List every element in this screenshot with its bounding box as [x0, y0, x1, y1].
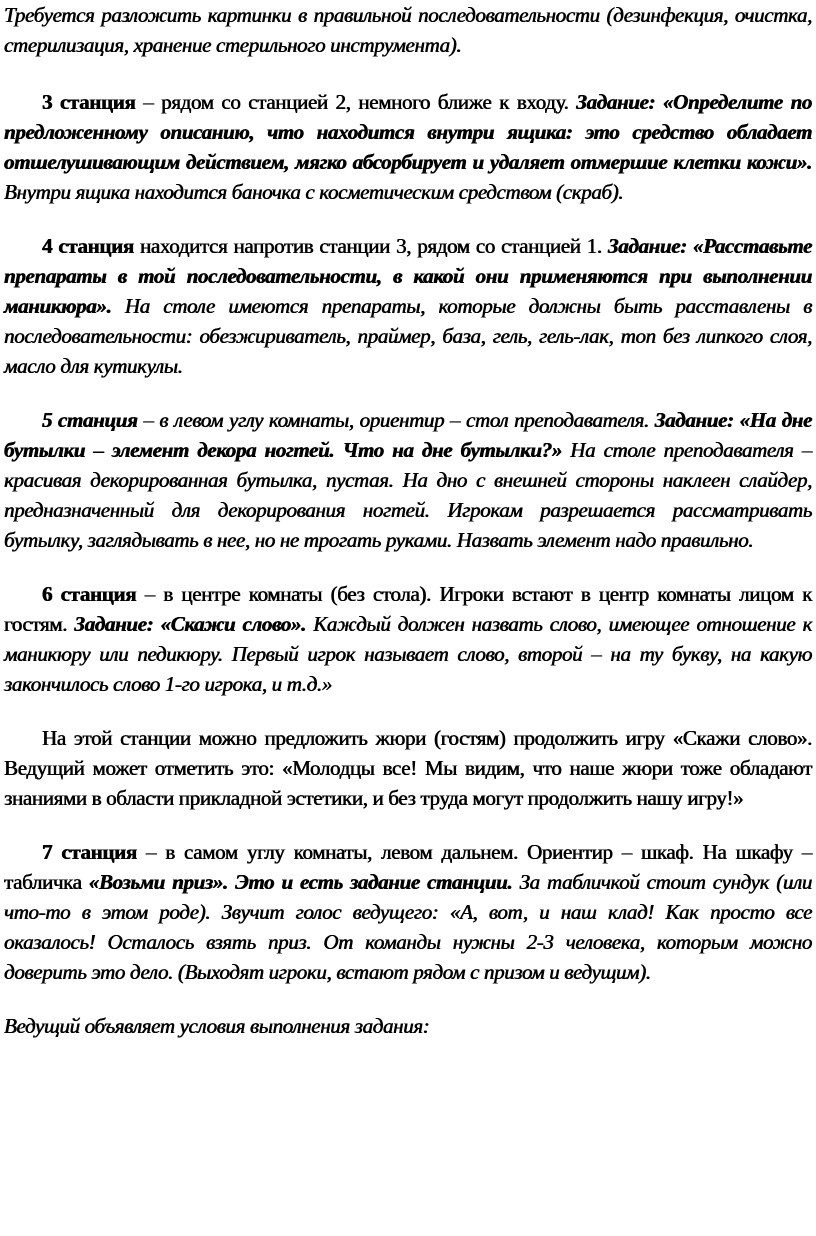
paragraph-station-5	[4, 405, 812, 555]
task-text: Задание: «Скажи слово».	[74, 612, 306, 636]
text-run: – рядом со станцией 2, немного ближе к входу.	[135, 90, 577, 114]
paragraph-station-6-note	[4, 723, 812, 813]
text-run: – в самом углу комнаты, левом дальнем. Ориентир – шкаф. На шкафу – табличка	[4, 840, 812, 894]
text-run: За табличкой стоит сундук (или что-то в этом роде). Звучит голос ведущего: «А, вот, и наш клад! Как просто все оказалось! Осталось взять приз. От команды нужны 2-3 человека, которым можно доверить это дело. (Выходят игроки, встают рядом с призом и ведущим).	[4, 870, 812, 984]
task-text: Задание: «Расставьте препараты в той последовательности, в какой они применяются при выполнении маникюра».	[4, 234, 812, 318]
paragraph-station-6	[4, 579, 812, 699]
paragraph-station-7	[4, 837, 812, 987]
text-run: На столе имеются препараты, которые должны быть расставлены в последовательности: обезжириватель, праймер, база, гель, гель-лак, топ без липкого слоя, масло для кутикулы.	[4, 294, 812, 378]
task-text: Задание: «Определите по предложенному описанию, что находится внутри ящика: это средство обладает отшелушивающим действием, мягко абсорбирует и удаляет отмершие клетки кожи».	[4, 90, 813, 174]
text-run: Внутри ящика находится баночка с косметическим средством (скраб).	[4, 180, 624, 204]
text-run: На этой станции можно предложить жюри (гостям) продолжить игру «Скажи слово». Ведущий может отметить это: «Молодцы все! Мы видим, что наше жюри тоже обладают знаниями в области прикладной эстетики, и без труда могут продолжить нашу игру!»	[4, 726, 812, 810]
text-run: Каждый должен назвать слово, имеющее отношение к маникюру или педикюру. Первый игрок называет слово, второй – на ту букву, на какую закончилось слово 1-го игрока, и т.д.»	[4, 612, 813, 696]
station-heading: 7 станция	[42, 840, 137, 864]
station-heading: 5 станция	[42, 408, 138, 432]
paragraph-intro	[4, 0, 812, 60]
station-heading: 6 станция	[42, 582, 137, 606]
task-text: «Возьми приз». Это и есть задание станции.	[88, 870, 513, 894]
station-heading: 4 станция	[42, 234, 134, 258]
text-run: – в центре комнаты (без стола). Игроки встают в центр комнаты лицом к гостям.	[4, 582, 812, 636]
text-run: – в левом углу комнаты, ориентир – стол преподавателя.	[137, 408, 655, 432]
text-run: Ведущий объявляет условия выполнения задания:	[4, 1014, 430, 1038]
text-run: находится напротив станции 3, рядом со станцией 1.	[133, 234, 608, 258]
document-page	[4, 0, 812, 1041]
paragraph-station-4	[4, 231, 812, 381]
station-heading: 3 станция	[42, 90, 136, 114]
paragraph-host-announce	[4, 1011, 812, 1041]
text-run: Требуется разложить картинки в правильной последовательности (дезинфекция, очистка, стерилизация, хранение стерильного инструмента).	[4, 3, 812, 57]
paragraph-station-3	[4, 87, 812, 207]
text-run: На столе преподавателя – красивая декорированная бутылка, пустая. На дно с внешней стороны наклеен слайдер, предназначенный для декорирования ногтей. Игрокам разрешается рассматривать бутылку, заглядывать в нее, но не трогать руками. Назвать элемент надо правильно.	[4, 438, 812, 552]
task-text: Задание: «На дне бутылки – элемент декора ногтей. Что на дне бутылки?»	[4, 408, 813, 462]
